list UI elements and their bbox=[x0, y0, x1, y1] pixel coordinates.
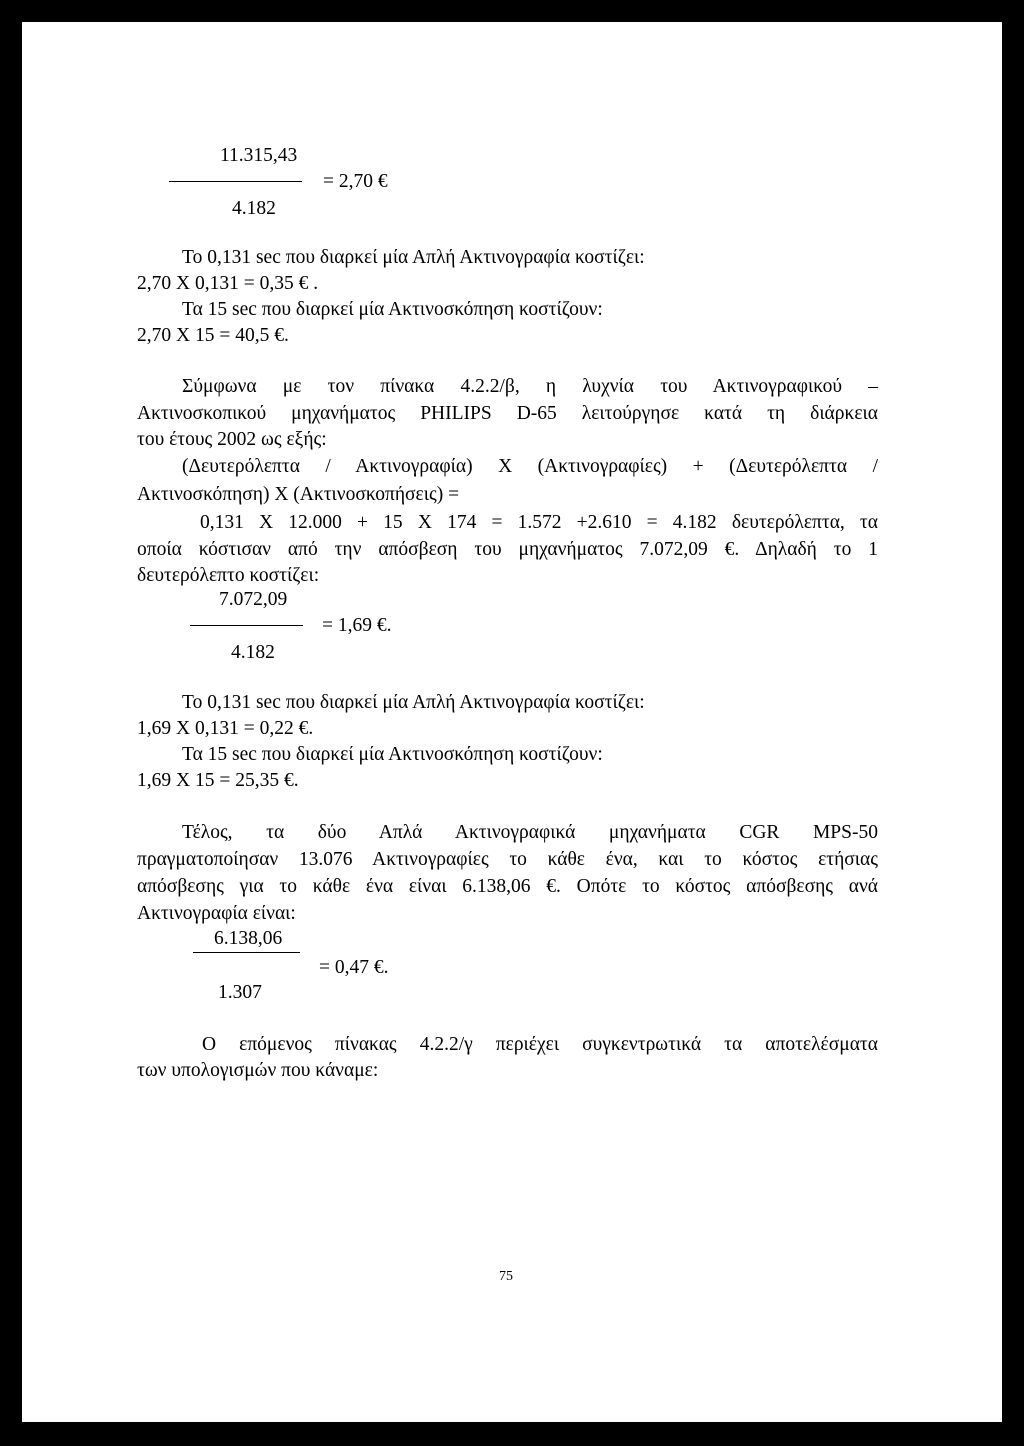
fraction-1-denominator: 4.182 bbox=[232, 198, 276, 219]
block-1-line-4: 2,70 X 15 = 40,5 €. bbox=[137, 325, 289, 346]
fraction-2-result: = 1,69 €. bbox=[322, 615, 392, 636]
block-3-line-1: Το 0,131 sec που διαρκεί μία Απλή Ακτινογραφία κοστίζει: bbox=[182, 692, 645, 713]
fraction-1-result: = 2,70 € bbox=[323, 171, 388, 192]
paragraph-2-line-6: 0,131 X 12.000 + 15 X 174 = 1.572 +2.610 = 4.182 δευτερόλεπτα, τα bbox=[200, 512, 878, 533]
block-3-line-2: 1,69 X 0,131 = 0,22 €. bbox=[137, 718, 314, 739]
paragraph-4-line-3: απόσβεσης για το κάθε ένα είναι 6.138,06 €. Οπότε το κόστος απόσβεσης ανά bbox=[137, 876, 878, 897]
paragraph-5-line-2: των υπολογισμών που κάναμε: bbox=[137, 1060, 379, 1081]
paragraph-2-line-5: Ακτινοσκόπηση) X (Ακτινοσκοπήσεις) = bbox=[137, 484, 460, 505]
fraction-1-bar bbox=[169, 181, 302, 182]
paragraph-2-line-3: του έτους 2002 ως εξής: bbox=[137, 429, 327, 450]
paragraph-2-line-1: Σύμφωνα με τον πίνακα 4.2.2/β, η λυχνία του Ακτινογραφικού – bbox=[182, 376, 878, 397]
paragraph-2-line-7: οποία κόστισαν από την απόσβεση του μηχανήματος 7.072,09 €. Δηλαδή το 1 bbox=[137, 539, 878, 560]
block-1-line-3: Τα 15 sec που διαρκεί μία Ακτινοσκόπηση κοστίζουν: bbox=[182, 299, 603, 320]
document-page bbox=[22, 22, 1002, 1422]
fraction-2-denominator: 4.182 bbox=[231, 642, 275, 663]
paragraph-4-line-4: Ακτινογραφία είναι: bbox=[137, 903, 296, 924]
page-number: 75 bbox=[499, 1269, 513, 1284]
block-3-line-3: Τα 15 sec που διαρκεί μία Ακτινοσκόπηση κοστίζουν: bbox=[182, 744, 603, 765]
paragraph-2-line-2: Ακτινοσκοπικού μηχανήματος PHILIPS D-65 λειτούργησε κατά τη διάρκεια bbox=[137, 403, 878, 424]
block-1-line-1: Το 0,131 sec που διαρκεί μία Απλή Ακτινογραφία κοστίζει: bbox=[182, 247, 645, 268]
fraction-3-denominator: 1.307 bbox=[218, 982, 262, 1003]
block-3-line-4: 1,69 X 15 = 25,35 €. bbox=[137, 770, 299, 791]
paragraph-4-line-2: πραγματοποίησαν 13.076 Ακτινογραφίες το κάθε ένα, και το κόστος ετήσιας bbox=[137, 849, 878, 870]
fraction-3-result: = 0,47 €. bbox=[319, 957, 389, 978]
paragraph-2-line-4: (Δευτερόλεπτα / Ακτινογραφία) X (Ακτινογραφίες) + (Δευτερόλεπτα / bbox=[182, 456, 878, 477]
paragraph-4-line-1: Τέλος, τα δύο Απλά Ακτινογραφικά μηχανήματα CGR MPS-50 bbox=[182, 822, 878, 843]
fraction-1-numerator: 11.315,43 bbox=[220, 145, 298, 166]
paragraph-5-line-1: Ο επόμενος πίνακας 4.2.2/γ περιέχει συγκεντρωτικά τα αποτελέσματα bbox=[202, 1034, 878, 1055]
block-1-line-2: 2,70 X 0,131 = 0,35 € . bbox=[137, 273, 319, 294]
paragraph-2-line-8: δευτερόλεπτο κοστίζει: bbox=[137, 565, 320, 586]
fraction-2-numerator: 7.072,09 bbox=[219, 589, 288, 610]
fraction-3-bar bbox=[193, 952, 300, 953]
fraction-2-bar bbox=[190, 625, 303, 626]
fraction-3-numerator: 6.138,06 bbox=[214, 928, 283, 949]
